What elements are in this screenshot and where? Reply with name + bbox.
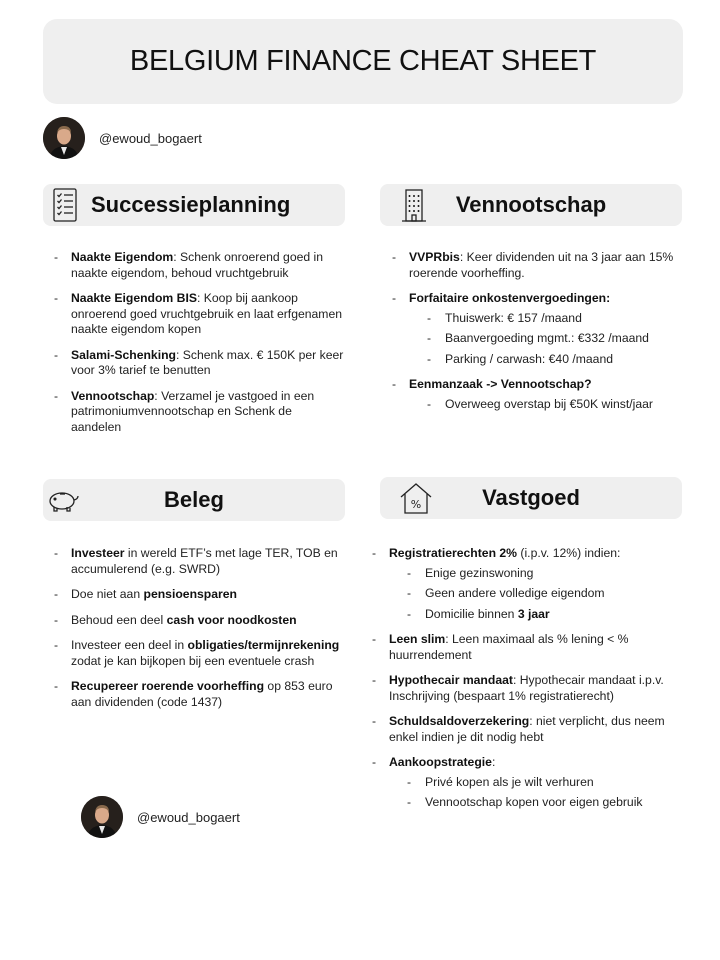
list-item: - Aankoopstrategie: - Privé kopen als je wilt verhuren - Vennootschap kopen voor eigen gebruik bbox=[372, 755, 682, 811]
house-percent-icon bbox=[398, 480, 434, 516]
author-badge-top[interactable] bbox=[43, 117, 202, 159]
sub-item: - Baanvergoeding mgmt.: €332 /maand bbox=[427, 331, 682, 347]
piggy-bank-icon bbox=[45, 482, 81, 518]
sub-list bbox=[409, 311, 682, 368]
author-badge-bottom[interactable] bbox=[81, 796, 240, 838]
avatar bbox=[81, 796, 123, 838]
section-title: Vennootschap bbox=[455, 192, 607, 217]
checklist-icon bbox=[47, 187, 83, 223]
successie-list bbox=[54, 250, 344, 445]
author-handle: @ewoud_bogaert bbox=[99, 130, 202, 146]
list-item: - Naakte Eigendom: Schenk onroerend goed in naakte eigendom, behoud vruchtgebruik bbox=[54, 250, 344, 281]
list-item: - Naakte Eigendom BIS: Koop bij aankoop onroerend goed vruchtgebruik en laat erfgenamen naakte eigendom kopen bbox=[54, 291, 344, 338]
sub-list bbox=[389, 775, 682, 811]
sub-item: - Domicilie binnen 3 jaar bbox=[407, 607, 682, 623]
section-header-successieplanning bbox=[43, 184, 345, 226]
sub-item: - Enige gezinswoning bbox=[407, 566, 682, 582]
title-banner bbox=[43, 19, 683, 104]
list-item: - Schuldsaldoverzekering: niet verplicht, dus neem enkel indien je dit nodig hebt bbox=[372, 714, 682, 745]
sub-item: - Privé kopen als je wilt verhuren bbox=[407, 775, 682, 791]
list-item: - Investeer een deel in obligaties/termijnrekening zodat je kan bijkopen bij een eventuele crash bbox=[54, 638, 344, 669]
vennootschap-list bbox=[392, 250, 682, 422]
section-title: Vastgoed bbox=[482, 485, 580, 510]
page-title: BELGIUM FINANCE CHEAT SHEET bbox=[129, 45, 597, 77]
author-handle: @ewoud_bogaert bbox=[137, 809, 240, 825]
avatar bbox=[43, 117, 85, 159]
svg-text:%: % bbox=[410, 498, 422, 511]
list-item: - Vennootschap: Verzamel je vastgoed in een patrimoniumvennootschap en Schenk de aandelen bbox=[54, 389, 344, 436]
list-item: - Forfaitaire onkostenvergoedingen: - Thuiswerk: € 157 /maand - Baanvergoeding mgmt.: €332 /maand - Parking / carwash: €40 /maand bbox=[392, 291, 682, 367]
sub-item: - Vennootschap kopen voor eigen gebruik bbox=[407, 795, 682, 811]
list-item: - Hypothecair mandaat: Hypothecair mandaat i.p.v. Inschrijving (bespaart 1% registratierecht) bbox=[372, 673, 682, 704]
list-item: - VVPRbis: Keer dividenden uit na 3 jaar aan 15% roerende voorheffing. bbox=[392, 250, 682, 281]
list-item: - Eenmanzaak -> Vennootschap? - Overweeg overstap bij €50K winst/jaar bbox=[392, 377, 682, 412]
sub-item: - Overweeg overstap bij €50K winst/jaar bbox=[427, 397, 682, 413]
list-item: - Registratierechten 2% (i.p.v. 12%) indien: - Enige gezinswoning - Geen andere volledige eigendom - Domicilie binnen 3 jaar bbox=[372, 546, 682, 622]
section-title: Beleg bbox=[164, 487, 224, 512]
section-header-vastgoed bbox=[380, 477, 682, 519]
list-item: - Behoud een deel cash voor noodkosten bbox=[54, 613, 344, 629]
section-header-vennootschap bbox=[380, 184, 682, 226]
sub-item: - Thuiswerk: € 157 /maand bbox=[427, 311, 682, 327]
list-item: - Leen slim: Leen maximaal als % lening < % huurrendement bbox=[372, 632, 682, 663]
list-item: - Salami-Schenking: Schenk max. € 150K per keer voor 3% tarief te benutten bbox=[54, 348, 344, 379]
vastgoed-list bbox=[372, 546, 682, 821]
building-icon bbox=[396, 187, 432, 223]
sub-item: - Geen andere volledige eigendom bbox=[407, 586, 682, 602]
sub-list bbox=[409, 397, 682, 413]
section-header-beleg bbox=[43, 479, 345, 521]
sub-item: - Parking / carwash: €40 /maand bbox=[427, 352, 682, 368]
list-item: - Doe niet aan pensioensparen bbox=[54, 587, 344, 603]
beleg-list bbox=[54, 546, 344, 720]
section-title: Successieplanning bbox=[91, 192, 291, 217]
list-item: - Investeer in wereld ETF’s met lage TER, TOB en accumulerend (e.g. SWRD) bbox=[54, 546, 344, 577]
list-item: - Recupereer roerende voorheffing op 853 euro aan dividenden (code 1437) bbox=[54, 679, 344, 710]
sub-list bbox=[389, 566, 682, 623]
